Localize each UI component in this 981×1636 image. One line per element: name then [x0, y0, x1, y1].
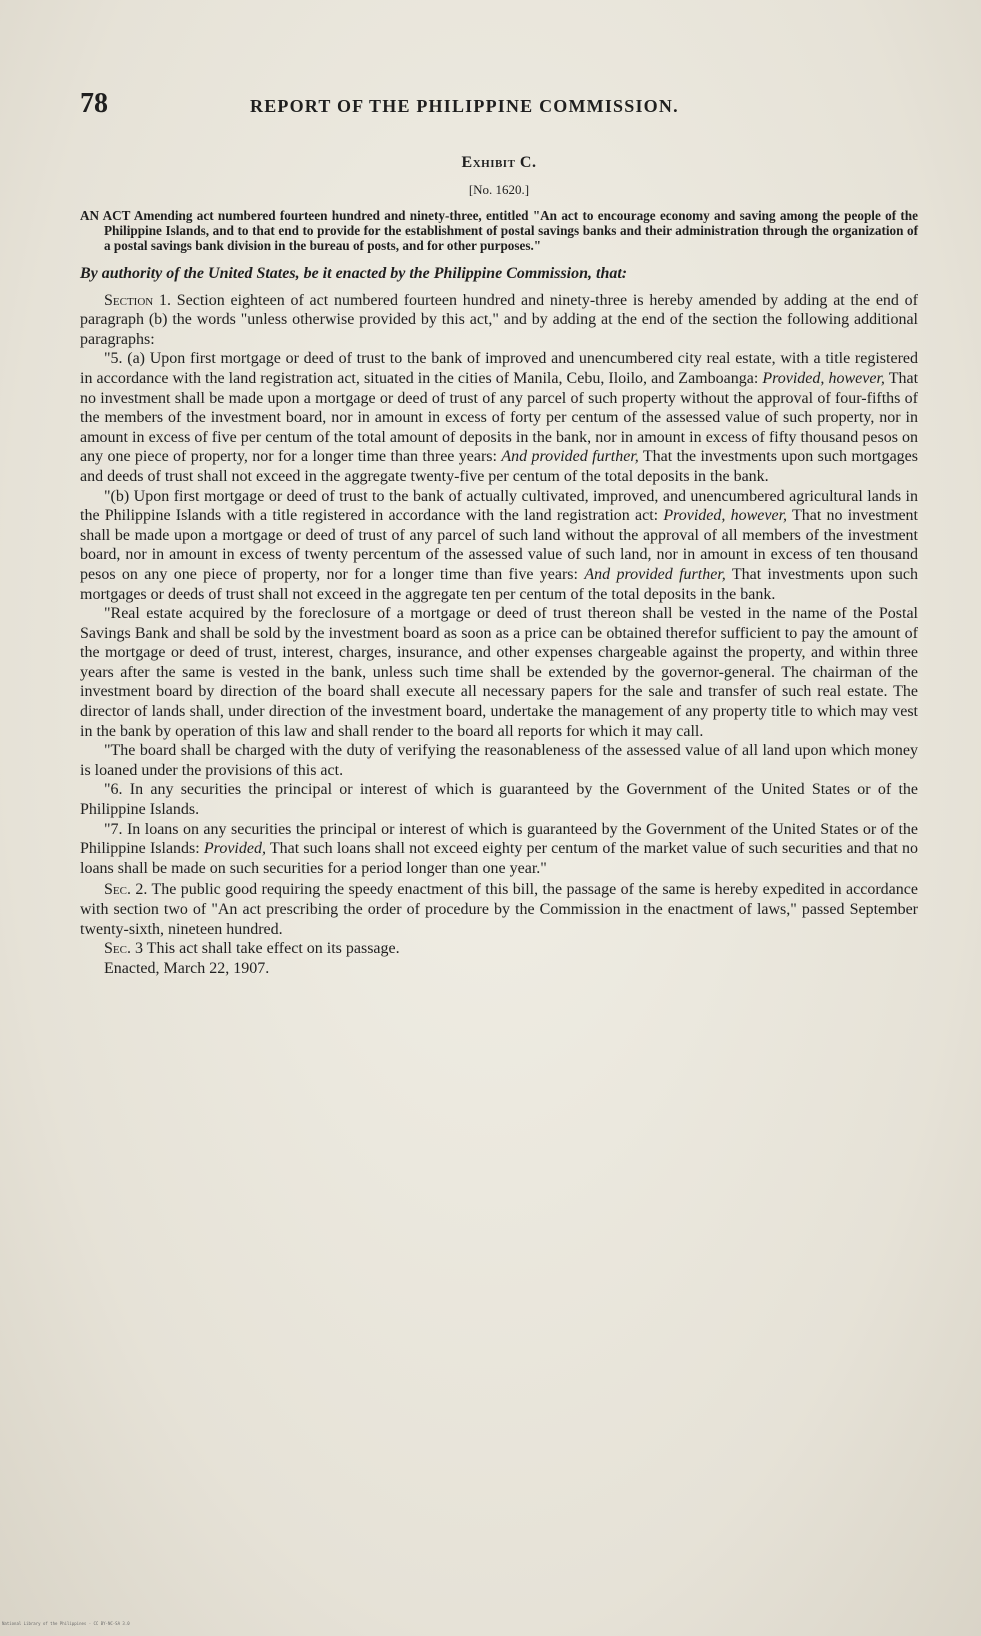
- section-2-lead: Sec. 2.: [104, 881, 148, 899]
- paragraph-5a-text-a: "5. (a) Upon first mortgage or deed of trust to the bank of improved and unencumbered city real estate, with a title registered in accordance with the land registration act, situated in the cities of Manila, Cebu, Iloilo, and Zamboanga:: [80, 350, 918, 387]
- paragraph-7: [80, 820, 918, 879]
- paragraph-5b: [80, 487, 918, 605]
- paragraph-5b-proviso-1: Provided, however,: [663, 507, 788, 525]
- paragraph-5a: [80, 349, 918, 486]
- paragraph-real-estate: "Real estate acquired by the foreclosure of a mortgage or deed of trust thereon shall be vested in the name of the Postal Savings Bank and shall be sold by the investment board as soon as a price can be obtained therefor sufficient to pay the amount of the mortgage or deed of trust, interest, charges, insurance, and other expenses chargeable against the property, and within three years after the same is vested in the bank, unless such time shall be extended by the governor-general. The chairman of the investment board by direction of the board shall execute all necessary papers for the sale and transfer of such real estate. The director of lands shall, under direction of the investment board, undertake the management of any property title to which may vest in the bank by operation of this law and shall render to the board all reports for which it may call.: [80, 605, 918, 740]
- page-number: 78: [80, 88, 108, 119]
- section-3-paragraph: [80, 939, 918, 959]
- section-3-lead: Sec. 3: [104, 940, 143, 958]
- paragraph-7-proviso: Provided,: [203, 840, 266, 858]
- scan-footer-tag: National Library of the Philippines · CC BY-NC-SA 3.0: [2, 1621, 130, 1626]
- act-number: [No. 1620.]: [468, 182, 530, 197]
- paragraph-5a-proviso-1: Provided, however,: [762, 369, 885, 387]
- section-2-text: The public good requiring the speedy enactment of this bill, the passage of the same is hereby expedited in accordance with section two of "An act prescribing the order of procedure by the Commission in the enactment of laws," passed September twenty-sixth, nineteen hundred.: [80, 881, 918, 938]
- page-content: [80, 88, 918, 978]
- paragraph-6: "6. In any securities the principal or interest of which is guaranteed by the Government of the United States or of the Philippine Islands.: [80, 781, 918, 819]
- section-2-paragraph: [80, 880, 918, 939]
- section-3-text: This act shall take effect on its passage.: [142, 940, 400, 958]
- section-1-text: Section eighteen of act numbered fourteen hundred and ninety-three is hereby amended by adding at the end of paragraph (b) the words "unless otherwise provided by this act," and by adding at the end of the section the following additional paragraphs:: [80, 291, 919, 348]
- enacted-date: Enacted, March 22, 1907.: [104, 959, 270, 977]
- section-1-paragraph: [80, 291, 918, 350]
- act-title: AN ACT Amending act numbered fourteen hundred and ninety-three, entitled "An act to encourage economy and saving among the people of the Philippine Islands, and to that end to provide for the establishment of postal savings banks and their administration through the organization of a postal savings bank division in the bureau of posts, and for other purposes.": [80, 208, 918, 254]
- section-1-lead: Section 1.: [104, 291, 171, 309]
- page-header: [80, 88, 918, 128]
- paragraph-5b-proviso-2: And provided further,: [584, 565, 726, 583]
- paragraph-5a-text-b: That no investment shall be made upon a mortgage or deed of trust of any parcel of such property without the approval of four-fifths of the members of the investment board, nor in amount in excess of forty per centum of the assessed value of such property, nor in amount in excess of five per centum of the total amount of deposits in the bank, nor in amount in excess of fifty thousand pesos on any one piece of property, nor for a longer time than three years:: [80, 369, 919, 466]
- paragraph-7-text-a: "7. In loans on any securities the principal or interest of which is guaranteed by the Government of the United States or of the Philippine Islands:: [80, 820, 918, 858]
- paragraph-5b-text-c: That investments upon such mortgages or deeds of trust shall not exceed in the aggregate ten per centum of the total deposits in the bank.: [80, 565, 918, 603]
- exhibit-heading: Exhibit C.: [461, 154, 537, 171]
- paragraph-board-duty: "The board shall be charged with the duty of verifying the reasonableness of the assessed value of all land upon which money is loaned under the provisions of this act.: [80, 742, 918, 779]
- running-head: REPORT OF THE PHILIPPINE COMMISSION.: [250, 96, 679, 116]
- paragraph-7-text-b: That such loans shall not exceed eighty per centum of the market value of such securities and that no loans shall be made on such securities for a period longer than one year.": [80, 840, 918, 877]
- enacting-clause: By authority of the United States, be it enacted by the Philippine Commission, that:: [80, 264, 628, 282]
- paragraph-5a-text-c: That the investments upon such mortgages and deeds of trust shall not exceed in the aggregate twenty-five per centum of the total deposits in the bank.: [80, 448, 919, 485]
- paragraph-5a-proviso-2: And provided further,: [501, 448, 639, 466]
- paragraph-5b-text-b: That no investment shall be made upon a mortgage or deed of trust of any parcel of such land without the approval of all members of the investment board, nor in amount in excess of twenty percentum of the assessed value of such land, nor in amount in excess of ten thousand pesos on any one piece of property, nor for a longer time than five years:: [80, 507, 918, 583]
- paragraph-5b-text-a: "(b) Upon first mortgage or deed of trust to the bank of actually cultivated, improved, and unencumbered agricultural lands in the Philippine Islands with a title registered in accordance with the land registration act:: [80, 487, 918, 525]
